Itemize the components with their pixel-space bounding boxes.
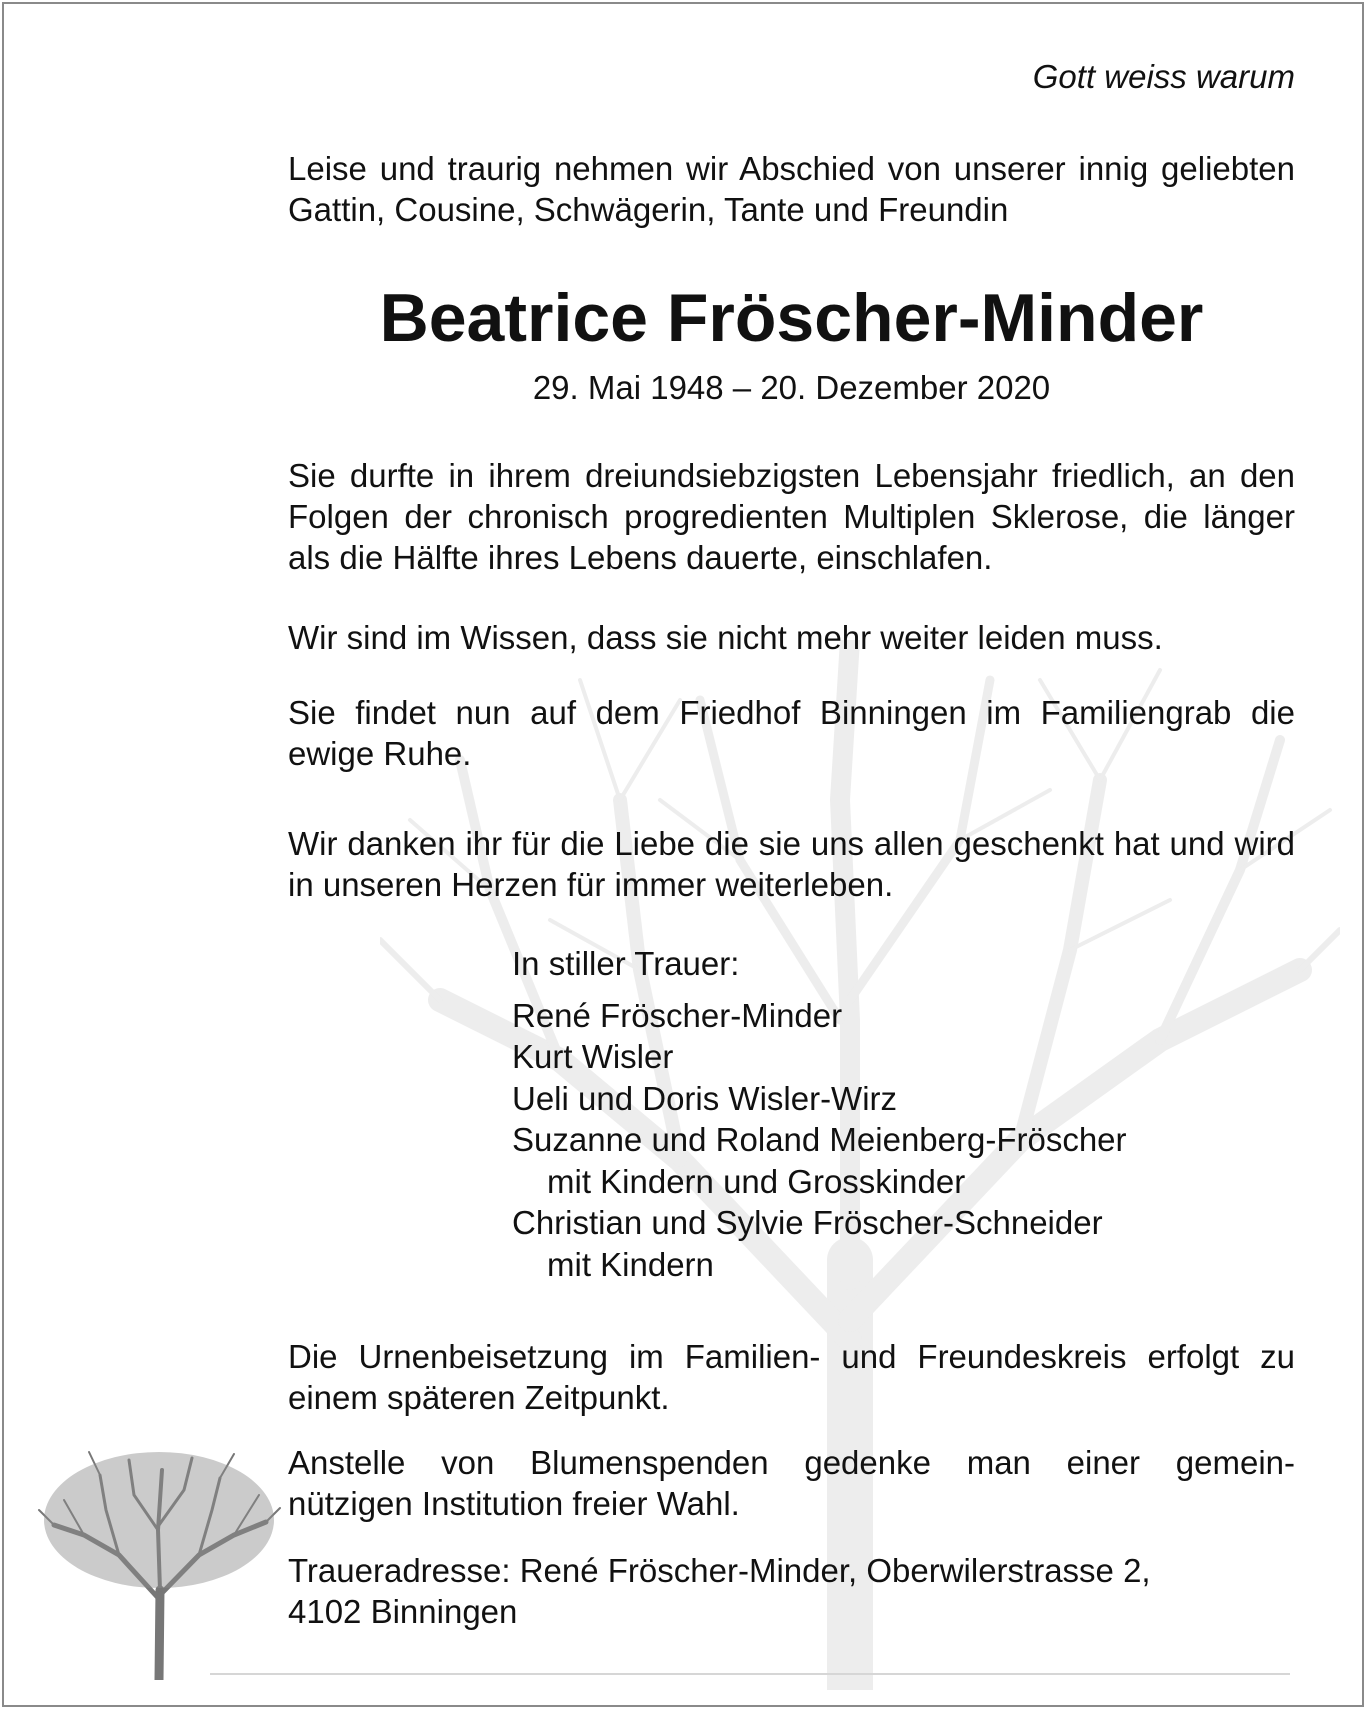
mourning-address <box>288 1550 1295 1632</box>
intro-text: Leise und traurig nehmen wir Abschied von unserer innig geliebten Gattin, Cousine, Schwägerin, Tante und Freundin <box>288 150 1295 228</box>
mourner-line: René Fröscher-Minder <box>512 996 843 1034</box>
mourner-line: mit Kindern und Grosskinder <box>547 1162 966 1200</box>
deceased-name: Beatrice Fröscher-Minder <box>379 280 1204 356</box>
paragraph-suffering: Wir sind im Wissen, dass sie nicht mehr weiter leiden muss. <box>288 619 1163 656</box>
mourner-line: Ueli und Doris Wisler-Wirz <box>512 1079 898 1117</box>
paragraph-resting-place: Sie findet nun auf dem Friedhof Binningen im Familiengrab die ewige Ruhe. <box>288 694 1295 772</box>
donations-notice <box>288 1442 1295 1524</box>
address-line: Traueradresse: René Fröscher-Minder, Oberwilerstrasse 2, <box>288 1552 1151 1589</box>
paragraph-passing: Sie durfte in ihrem dreiundsiebzigsten Lebensjahr friedlich, an den Folgen der chronisch progredienten Multiplen Sklerose, die länger als die Hälfte ihres Lebens dauerte, einschlafen. <box>288 457 1295 576</box>
burial-notice: Die Urnenbeisetzung im Familien- und Freundeskreis erfolgt zu einem späteren Zeitpunkt. <box>288 1338 1295 1416</box>
tree-icon <box>34 1440 284 1680</box>
bottom-rule <box>210 1673 1290 1675</box>
donations-line: nützigen Institution freier Wahl. <box>288 1485 740 1522</box>
life-dates: 29. Mai 1948 – 20. Dezember 2020 <box>532 369 1051 406</box>
mourner-line: Kurt Wisler <box>512 1038 674 1075</box>
mourners-heading: In stiller Trauer: <box>512 945 740 982</box>
motto: Gott weiss warum <box>1032 58 1295 95</box>
mourners-list <box>512 943 1127 1285</box>
mourner-line: Suzanne und Roland Meienberg-Fröscher <box>512 1121 1127 1158</box>
address-line: 4102 Binningen <box>288 1593 518 1630</box>
mourner-line: mit Kindern <box>547 1245 714 1283</box>
paragraph-thanks: Wir danken ihr für die Liebe die sie uns allen geschenkt hat und wird in unseren Herzen für immer weiterleben. <box>288 825 1295 903</box>
mourner-line: Christian und Sylvie Fröscher-Schneider <box>512 1204 1103 1241</box>
donations-line: Anstelle von Blumenspenden gedenke man einer gemein- <box>288 1444 1295 1481</box>
